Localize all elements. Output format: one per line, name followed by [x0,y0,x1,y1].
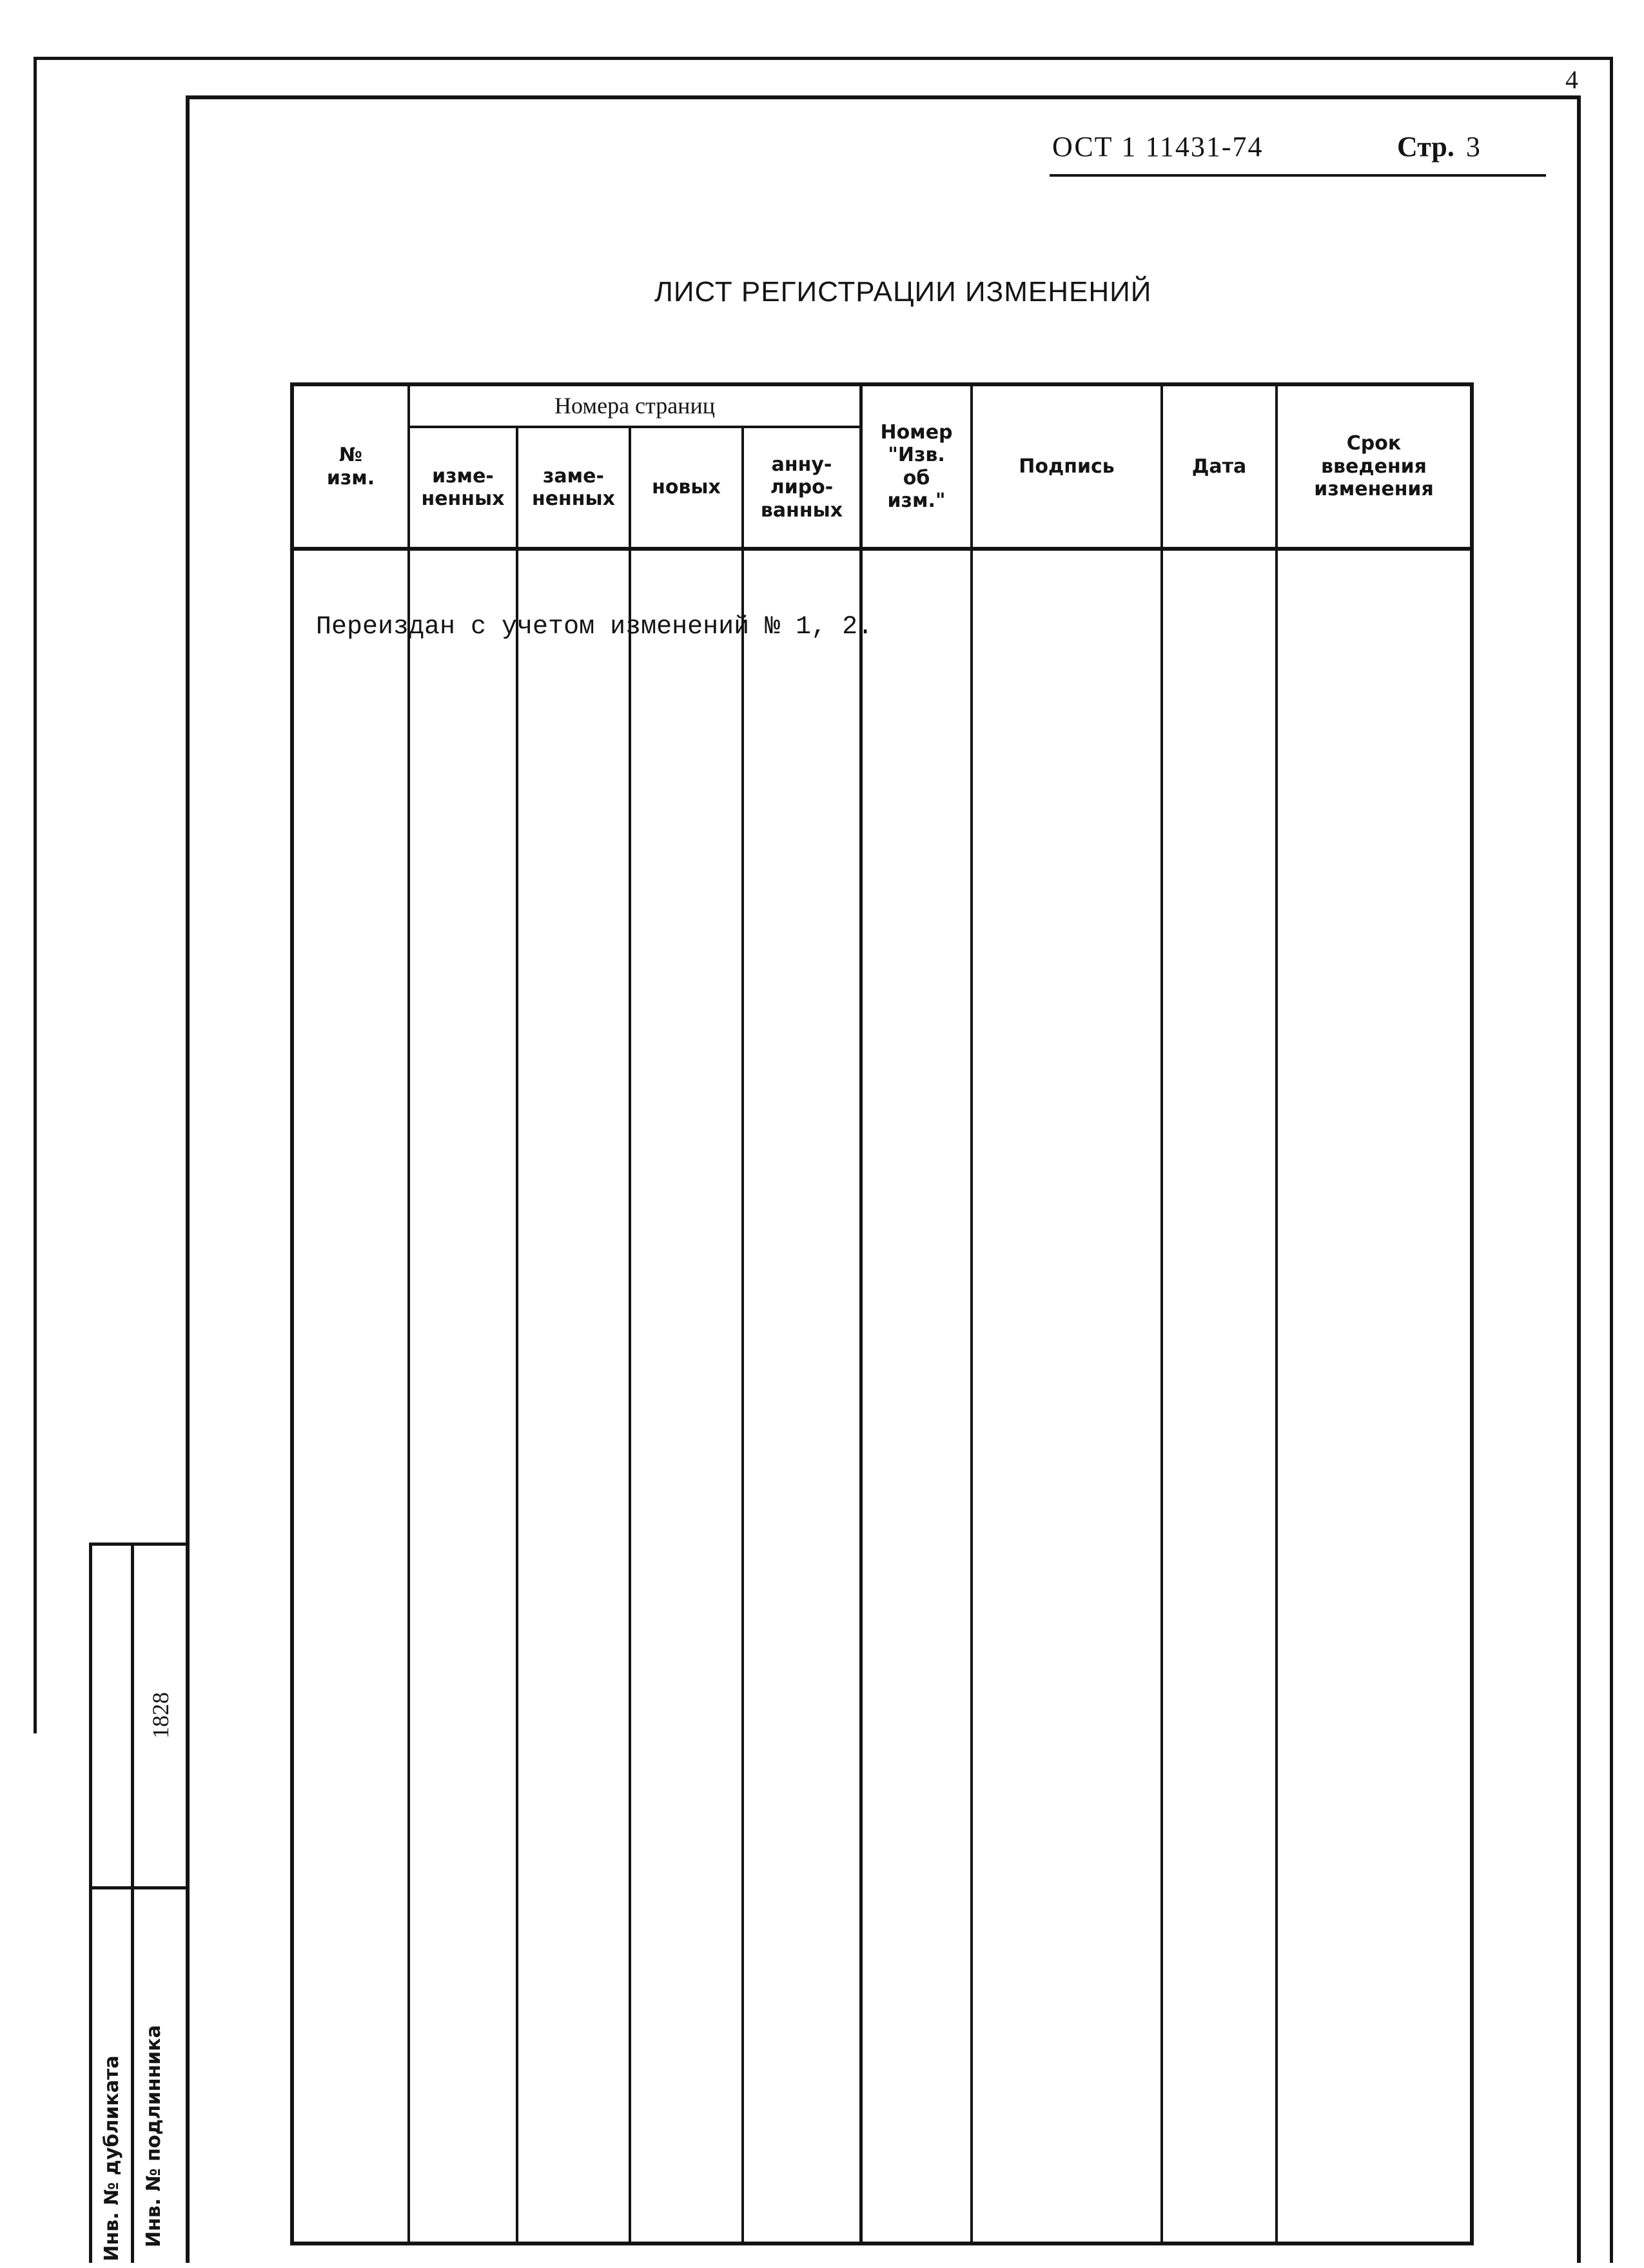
col-header-change-no: № изм. [326,444,375,489]
col-divider-7 [1160,382,1163,2245]
outer-frame-top [34,57,1613,60]
inner-frame-right [1577,95,1581,2263]
col-header-new: новых [652,476,721,499]
col-divider-2 [516,426,518,2245]
table-right-border [1470,382,1474,2245]
document-code: ОСТ 1 11431-74 [1052,131,1264,163]
col-header-effective-date: Срок введения изменения [1314,432,1434,501]
outer-frame-right [1610,57,1613,2263]
table-left-border [290,382,294,2245]
col-divider-8 [1275,382,1278,2245]
header-bottom-border [290,547,1474,551]
col-divider-4 [741,426,744,2245]
page-number: 3 [1465,131,1480,163]
col-header-cancelled: анну- лиро- ванных [760,453,843,522]
document-title: ЛИСТ РЕГИСТРАЦИИ ИЗМЕНЕНИЙ [654,276,1152,308]
col-divider-3 [629,426,631,2245]
outer-frame-left [34,57,37,1733]
col-divider-6 [970,382,973,2245]
stamp-top-border [89,1543,189,1546]
col-header-date: Дата [1191,455,1247,478]
stamp-row-divider [89,1886,189,1889]
col-header-changed: изме- ненных [421,464,505,510]
sheet-number: 4 [1565,65,1578,94]
page-reference [1397,130,1480,163]
col-header-replaced: заме- ненных [531,464,615,510]
inner-frame-left [186,95,190,2263]
original-inventory-number: 1828 [148,1692,173,1739]
col-divider-1 [407,382,410,2245]
stamp-middle-divider [131,1543,134,2263]
header-underline [1050,174,1546,177]
duplicate-inventory-label: Инв. № дубликата [101,2055,123,2262]
stamp-left-border [89,1543,92,2263]
reissue-note: Переиздан с учетом изменений № 1, 2. [316,613,874,642]
table-bottom-border [290,2242,1474,2245]
inner-frame-top [186,95,1581,99]
col-divider-5 [859,382,863,2245]
col-header-notice-no: Номер "Изв. об изм." [880,420,953,512]
page-label: Стр. [1397,131,1454,163]
original-inventory-label: Инв. № подлинника [142,2025,165,2247]
col-header-signature: Подпись [1019,455,1115,478]
group-header-page-numbers: Номера страниц [554,393,715,419]
